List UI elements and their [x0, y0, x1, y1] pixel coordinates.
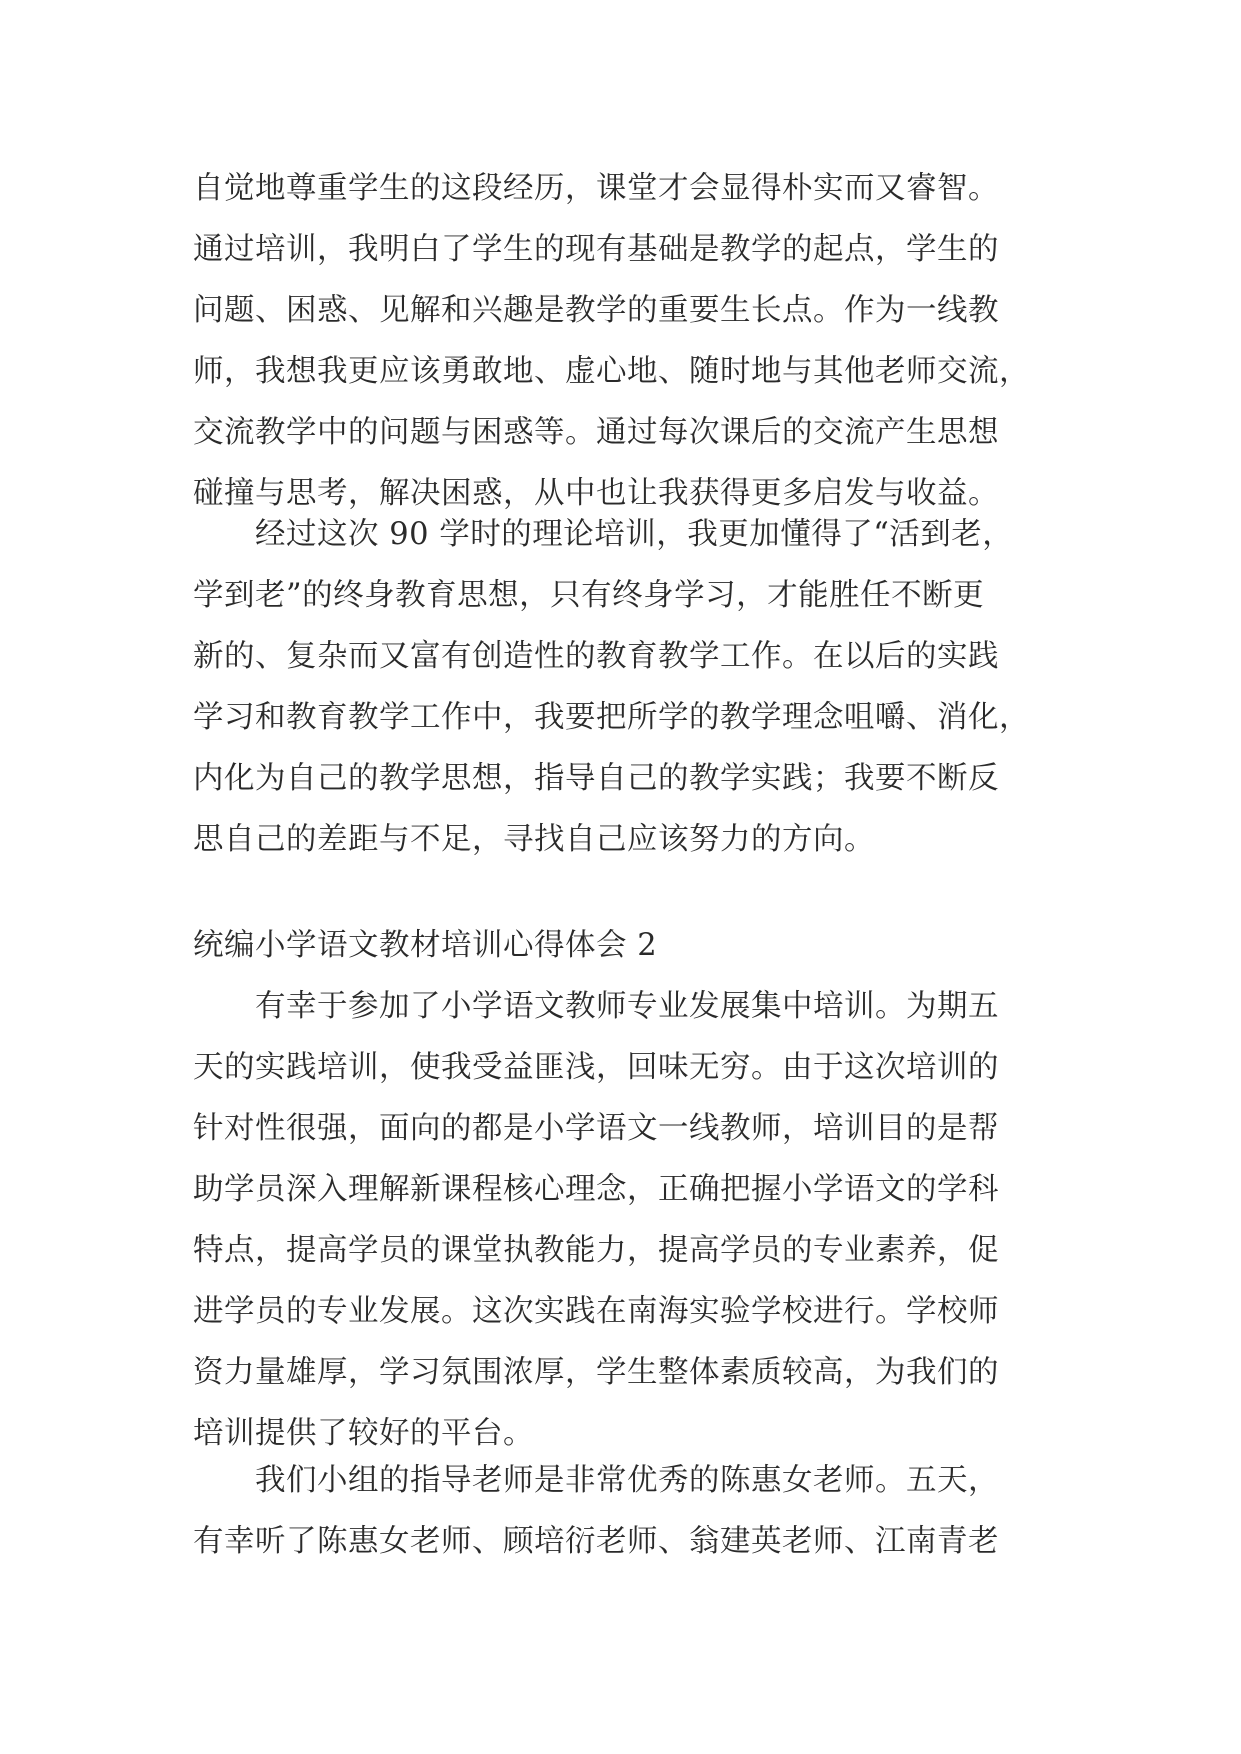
text-line: 学到老”的终身教育思想，只有终身学习，才能胜任不断更: [193, 578, 985, 613]
text-line: 特点，提高学员的课堂执教能力，提高学员的专业素养，促: [193, 1233, 999, 1268]
text-line: 进学员的专业发展。这次实践在南海实验学校进行。学校师: [193, 1294, 999, 1329]
text-line: 学习和教育教学工作中，我要把所学的教学理念咀嚼、消化，: [193, 700, 1030, 735]
text-line: 有幸听了陈惠女老师、顾培衍老师、翁建英老师、江南青老: [193, 1524, 999, 1559]
paragraph-1: [193, 158, 1053, 524]
text-line: 新的、复杂而又富有创造性的教育教学工作。在以后的实践: [193, 639, 999, 674]
text-line: 助学员深入理解新课程核心理念，正确把握小学语文的学科: [193, 1172, 999, 1207]
paragraph-2: [193, 504, 1053, 870]
text-line: 培训提供了较好的平台。: [193, 1416, 534, 1451]
text-line: 思自己的差距与不足，寻找自己应该努力的方向。: [193, 822, 875, 857]
paragraph-4: [193, 1450, 1053, 1572]
text-line: 碰撞与思考，解决困惑，从中也让我获得更多启发与收益。: [193, 476, 999, 511]
text-line: 天的实践培训，使我受益匪浅，回味无穷。由于这次培训的: [193, 1050, 999, 1085]
text-line: 交流教学中的问题与困惑等。通过每次课后的交流产生思想: [193, 415, 999, 450]
section-heading: 统编小学语文教材培训心得体会 2: [193, 928, 658, 963]
text-line: 有幸于参加了小学语文教师专业发展集中培训。为期五: [193, 989, 999, 1024]
text-line: 针对性很强，面向的都是小学语文一线教师，培训目的是帮: [193, 1111, 999, 1146]
text-line: 资力量雄厚，学习氛围浓厚，学生整体素质较高，为我们的: [193, 1355, 999, 1390]
text-line: 通过培训，我明白了学生的现有基础是教学的起点，学生的: [193, 232, 999, 267]
text-line: 自觉地尊重学生的这段经历，课堂才会显得朴实而又睿智。: [193, 171, 999, 206]
text-line: 问题、困惑、见解和兴趣是教学的重要生长点。作为一线教: [193, 293, 999, 328]
text-line: 师，我想我更应该勇敢地、虚心地、随时地与其他老师交流，: [193, 354, 1030, 389]
text-line: 经过这次 90 学时的理论培训，我更加懂得了“活到老，: [193, 517, 1014, 552]
text-line: 内化为自己的教学思想，指导自己的教学实践；我要不断反: [193, 761, 999, 796]
text-line: 我们小组的指导老师是非常优秀的陈惠女老师。五天，: [193, 1463, 999, 1498]
paragraph-3: [193, 976, 1053, 1464]
